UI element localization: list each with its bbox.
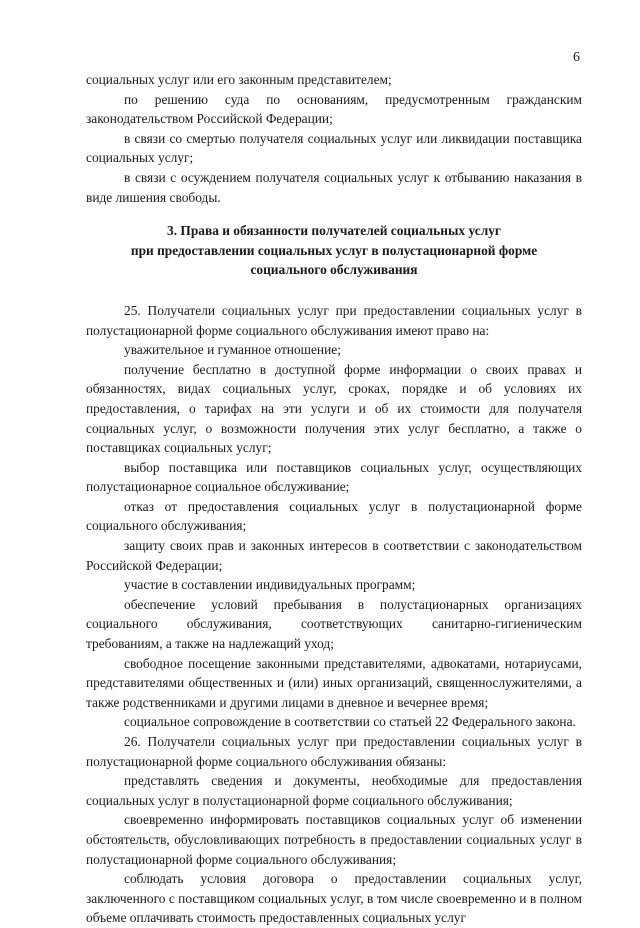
list-item: соблюдать условия договора о предоставлении социальных услуг, заключенного с поставщиком социальных услуг, в том числе своевременно и в полном объеме оплачивать стоимость предоставленных социальных услуг [86,871,582,926]
paragraph: по решению суда по основаниям, предусмотренным гражданским законодательством Российской Федерации; [86,91,582,127]
list-item: выбор поставщика или поставщиков социальных услуг, осуществляющих полустационарное социальное обслуживание; [86,459,582,495]
section-heading-line: социального обслуживания [250,262,418,278]
section-heading-line: при предоставлении социальных услуг в полустационарной форме [130,242,538,258]
list-item: свободное посещение законными представителями, адвокатами, нотариусами, представителями общественных и (или) иных организаций, священнослужителями, а также родственниками и другими лицами в дневное и вечернее время; [86,655,582,710]
section-heading-line: 3. Права и обязанности получателей социальных услуг [167,223,501,239]
list-item: отказ от предоставления социальных услуг в полустационарной форме социального обслуживания; [86,498,582,534]
list-item: представлять сведения и документы, необходимые для предоставления социальных услуг в полустационарной форме социального обслуживания; [86,773,582,808]
list-item: социальное сопровождение в соответствии со статьей 22 Федерального закона. [124,714,576,730]
paragraph: в связи со смертью получателя социальных услуг или ликвидации поставщика социальных услуг; [86,130,582,166]
document-body [86,70,582,928]
list-item: своевременно информировать поставщиков социальных услуг об изменении обстоятельств, обусловливающих потребность в предоставлении социальных услуг в полустационарной форме социального обслуживания; [86,812,582,867]
list-item: участие в составлении индивидуальных программ; [124,577,416,593]
list-item: получение бесплатно в доступной форме информации о своих правах и обязанностях, видах социальных услуг, сроках, порядке и об условиях их предоставления, о тарифах на эти услуги и об их стоимости для получателя социальных услуг, о возможности получения этих услуг бесплатно, а также о поставщиках социальных услуг; [86,361,582,456]
paragraph: в связи с осуждением получателя социальных услуг к отбыванию наказания в виде лишения свободы. [86,169,582,205]
section-heading [86,221,582,280]
list-item: уважительное и гуманное отношение; [124,342,341,358]
list-item: обеспечение условий пребывания в полустационарных организациях социального обслуживания, соответствующих санитарно-гигиеническим требованиям, а также на надлежащий уход; [86,596,582,652]
clause-26-intro: 26. Получатели социальных услуг при предоставлении социальных услуг в полустационарной форме социального обслуживания обязаны: [86,734,582,769]
paragraph: социальных услуг или его законным представителем; [86,72,392,87]
page-number: 6 [573,50,580,65]
clause-25-intro: 25. Получатели социальных услуг при предоставлении социальных услуг в полустационарной форме социального обслуживания имеют право на: [86,302,582,338]
list-item: защиту своих прав и законных интересов в соответствии с законодательством Российской Федерации; [86,538,582,573]
